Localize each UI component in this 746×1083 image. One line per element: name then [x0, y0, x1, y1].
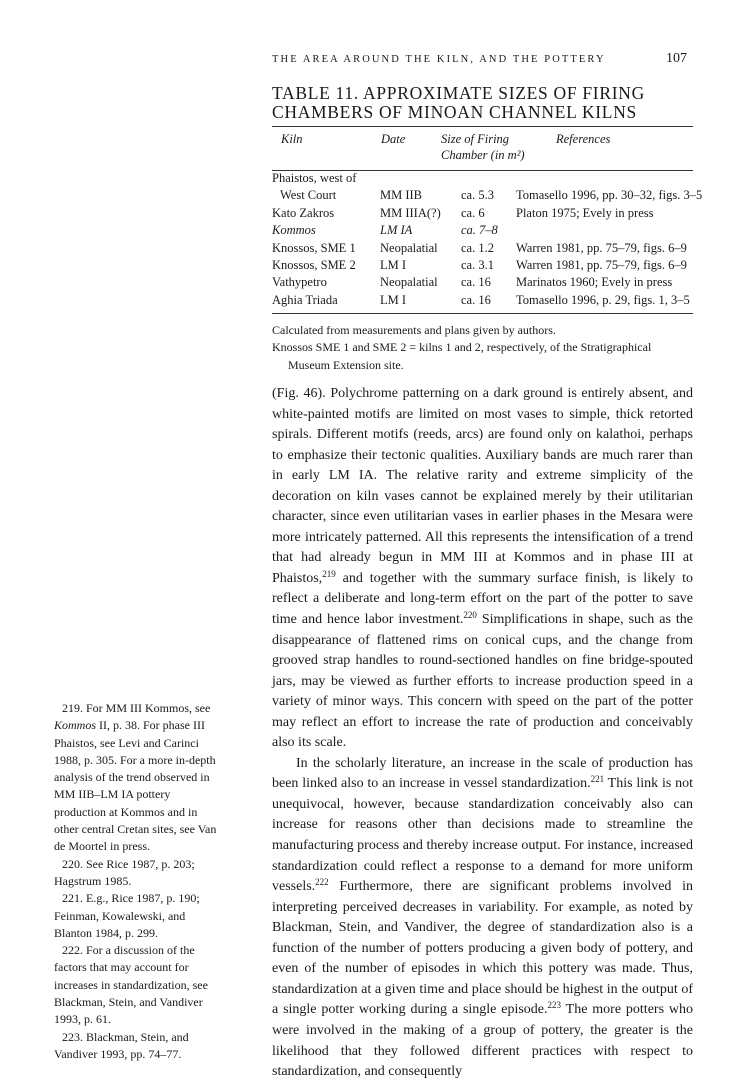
footnote-ref: 220: [463, 610, 477, 621]
header-size-line-1: Size of Firing: [441, 132, 510, 146]
header-references: References: [556, 132, 611, 146]
text-run: II, p. 38. For phase III Phaistos, see Levi and Carinci 1988, p. 305. For a more in-depth analysis of the trend observed in MM IIB–LM IA pottery production at Kommos and in other central Cretan sites, see Van de Moortel in press.: [54, 718, 217, 854]
table-row: [272, 275, 702, 292]
kiln-table: [272, 171, 702, 310]
cell-date: Neopalatial: [380, 275, 438, 290]
footnote-ref: 221: [590, 774, 605, 785]
cell-date: LM IA: [380, 223, 413, 238]
table-row: [272, 206, 702, 223]
header-size-line-2: Chamber (in m²): [441, 148, 525, 162]
cell-date: MM IIB: [380, 188, 423, 203]
footnote-ref: 222: [315, 877, 329, 888]
cell-date: MM IIIA(?): [380, 205, 441, 220]
text-run: (Fig. 46). Polychrome patterning on a dark ground is entirely absent, and white-painted motifs are limited on most vases to simple, thick retorted spirals. Different motifs (reeds, arcs) are found only on kalathoi, perhaps to emphasize their tectonic qualities. Auxiliary bands are much rarer than in early LM IA. The relative rarity and extreme simplicity of the decoration on kiln vases cannot be explained merely by their utilitarian character, since even utilitarian vases in earlier phases in the Mesara were more intricately patterned. All this represents the intensification of a trend that had already begun in MM III at Kommos and in phase III at Phaistos,: [272, 386, 693, 586]
table-row: [272, 293, 702, 310]
cell-size: ca. 5.3: [461, 188, 494, 203]
cell-kiln: Knossos, SME 1: [272, 240, 356, 255]
cell-date: [380, 171, 461, 188]
cell-kiln: Aghia Triada: [272, 292, 338, 307]
footnote-222: 222. For a discussion of the factors that may account for increases in standardization, see Blackman, Stein, and Vandiver 1993, p. 61.: [54, 943, 208, 1027]
footnote-219: [54, 700, 222, 856]
footnote-ref: 219: [322, 568, 336, 579]
text-run-italic: Kommos: [54, 718, 97, 733]
table-row: [272, 171, 702, 188]
cell-references: Marinatos 1960; Evely in press: [516, 275, 673, 290]
table-note-2: Knossos SME 1 and SME 2 = kilns 1 and 2, respectively, of the Stratigraphical Museum Extension site.: [272, 340, 652, 372]
text-run: In the scholarly literature, an increase in the scale of production has been linked also to an increase in vessel standardization.: [272, 755, 693, 792]
cell-references: Warren 1981, pp. 75–79, figs. 6–9: [516, 240, 687, 255]
cell-kiln: Vathypetro: [272, 275, 327, 290]
table-top-rule: [272, 126, 693, 127]
cell-kiln: Knossos, SME 2: [272, 257, 356, 272]
cell-kiln: West Court: [280, 188, 337, 203]
table-row: [272, 188, 702, 205]
table-note-1: Calculated from measurements and plans given by authors.: [272, 323, 556, 337]
body-paragraph-1: [272, 384, 693, 754]
cell-size: ca. 1.2: [461, 240, 494, 255]
body-text: [272, 384, 693, 1083]
table-title-line-1: TABLE 11. APPROXIMATE SIZES OF FIRING: [272, 83, 645, 103]
cell-references: [516, 171, 702, 188]
margin-footnotes: [54, 700, 222, 1063]
cell-references: [516, 223, 702, 240]
body-paragraph-2: [272, 754, 693, 1083]
cell-size: ca. 6: [461, 205, 485, 220]
table-row: [272, 258, 702, 275]
text-run: Furthermore, there are significant problems involved in interpreting perceived decreases in variability. For example, as noted by Blackman, Stein, and Vandiver, the degree of standardization also is a function of the number of potters producing a given body of pottery, and even of the number of episodes in which this pottery was made. Thus, standardization at a given time and place should be highest in the output of a single potter working during a single episode.: [272, 879, 693, 1018]
table-title: [272, 84, 692, 122]
page-number: 107: [666, 51, 687, 66]
cell-references: Warren 1981, pp. 75–79, figs. 6–9: [516, 257, 687, 272]
cell-size: ca. 7–8: [461, 223, 498, 238]
table-bottom-rule: [272, 313, 693, 314]
cell-size: ca. 16: [461, 275, 491, 290]
text-run: The more potters who were involved in the making of a group of pottery, the greater is the likelihood that they followed different practices with respect to standardization, and consequently: [272, 1002, 693, 1080]
cell-kiln: Kommos: [272, 223, 316, 238]
header-size: [441, 131, 525, 163]
header-date: Date: [381, 132, 406, 146]
cell-date: LM I: [380, 257, 407, 272]
text-run: and together with the summary surface finish, is likely to reflect a deliberate and long-term effort on the part of the potter to save time and hence labor investment.: [272, 570, 693, 628]
footnote-ref: 223: [547, 1000, 562, 1011]
text-run: Simplifications in shape, such as the disappearance of flattened rims on conical cups, and the change from grooved strap handles to round-sectioned handles on fine bridge-spouted jars, may be viewed as further efforts to increase production speed in a variety of minor ways. This concern with speed on the part of the potter may reflect an effort to increase the rate of production and conceivably also its scale.: [272, 612, 693, 751]
header-kiln: Kiln: [281, 132, 303, 146]
text-run: This link is not unequivocal, however, because standardization conceivably also can increase for reasons other than decisions made to streamline the manufacturing process and thereby increase output. For instance, increased standardization could reflect a response to a demand for more uniform vessels.: [272, 776, 693, 895]
footnote-223: 223. Blackman, Stein, and Vandiver 1993, pp. 74–77.: [54, 1029, 189, 1061]
cell-references: Platon 1975; Evely in press: [516, 205, 654, 220]
footnote-220: 220. See Rice 1987, p. 203; Hagstrum 1985.: [54, 856, 195, 888]
cell-kiln: Phaistos, west of: [272, 171, 357, 185]
table-row: [272, 241, 702, 258]
cell-kiln: Kato Zakros: [272, 205, 335, 220]
running-head: THE AREA AROUND THE KILN, AND THE POTTERY: [272, 54, 606, 65]
table-row: [272, 223, 702, 240]
cell-date: Neopalatial: [380, 240, 438, 255]
cell-references: Tomasello 1996, pp. 30–32, figs. 3–5: [516, 188, 703, 203]
cell-size: ca. 16: [461, 292, 491, 307]
cell-size: ca. 3.1: [461, 257, 494, 272]
table-title-line-2: CHAMBERS OF MINOAN CHANNEL KILNS: [272, 102, 637, 122]
cell-references: Tomasello 1996, p. 29, figs. 1, 3–5: [516, 292, 690, 307]
footnote-221: 221. E.g., Rice 1987, p. 190; Feinman, Kowalewski, and Blanton 1984, p. 299.: [54, 891, 200, 940]
text-run: 219. For MM III Kommos, see: [62, 701, 211, 715]
cell-size: [461, 171, 516, 188]
cell-date: LM I: [380, 292, 407, 307]
